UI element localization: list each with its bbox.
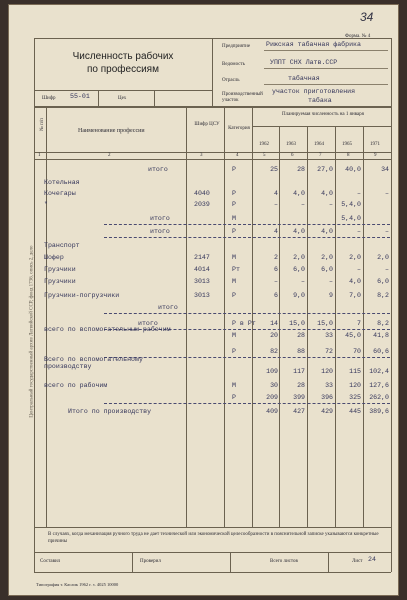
department-value: УППТ СНХ Латв.ССР — [270, 59, 338, 66]
value-cell: 70 — [353, 348, 361, 355]
value-cell: 102,4 — [369, 368, 389, 375]
value-cell: 40,0 — [345, 166, 361, 173]
value-cell: 2,0 — [377, 254, 389, 261]
profession-name: Кочегары — [44, 190, 76, 197]
print-line: Типография т. Каслик 1962 г. з. 4025 10000 — [36, 582, 119, 587]
value-cell: 33 — [325, 332, 333, 339]
value-cell: – — [385, 266, 389, 273]
value-cell: 6,0 — [321, 266, 333, 273]
section-value-1: участок приготовления — [272, 88, 356, 95]
value-cell: – — [329, 278, 333, 285]
value-cell: 6,0 — [377, 278, 389, 285]
row-divider — [104, 313, 390, 314]
col-profession-header: Наименование профессии — [78, 128, 145, 134]
category-cell: М — [232, 382, 236, 389]
branch-label: Отрасль — [222, 78, 240, 83]
profession-name: Итого по производству — [68, 408, 152, 415]
value-cell: 115 — [349, 368, 361, 375]
category-cell: М — [232, 215, 236, 222]
value-cell: – — [274, 278, 278, 285]
value-cell: 33 — [325, 382, 333, 389]
column-index: 7 — [319, 153, 322, 158]
row-divider — [104, 224, 390, 225]
year-header: 1971 — [370, 142, 380, 147]
value-cell: 14 — [270, 320, 278, 327]
year-header: 1965 — [342, 142, 352, 147]
value-cell: 41,8 — [373, 332, 389, 339]
col-num-header: № п/п — [39, 118, 45, 131]
row-divider — [104, 403, 390, 404]
value-cell: 25 — [270, 166, 278, 173]
value-cell: 28 — [297, 382, 305, 389]
value-cell: – — [357, 228, 361, 235]
profession-name: итого — [148, 166, 168, 173]
value-cell: 117 — [293, 368, 305, 375]
value-cell: 127,6 — [369, 382, 389, 389]
value-cell: 6,0 — [293, 266, 305, 273]
value-cell: 389,6 — [369, 408, 389, 415]
total-sheets-label: Всего листов — [270, 559, 298, 564]
shifr-label: Шифр — [42, 96, 56, 101]
value-cell: 45,0 — [345, 332, 361, 339]
column-index: 4 — [236, 153, 239, 158]
value-cell: 7,0 — [349, 292, 361, 299]
shifr-cell: 3013 — [194, 292, 210, 299]
value-cell: 15,0 — [289, 320, 305, 327]
department-label: Ведомость — [222, 62, 245, 67]
profession-name: Всего по вспомогательному производству — [44, 356, 143, 370]
value-cell: – — [385, 228, 389, 235]
value-cell: 72 — [325, 348, 333, 355]
value-cell: 8,2 — [377, 320, 389, 327]
shifr-cell: 3013 — [194, 278, 210, 285]
value-cell: – — [357, 190, 361, 197]
checked-label: Проверил — [140, 559, 161, 564]
column-index: 3 — [200, 153, 203, 158]
page-number: 34 — [360, 10, 374, 24]
value-cell: 2,0 — [293, 254, 305, 261]
profession-name: итого — [138, 320, 158, 327]
category-cell: М — [232, 332, 236, 339]
value-cell: 445 — [349, 408, 361, 415]
category-cell: Р — [232, 394, 236, 401]
year-header: 1964 — [314, 142, 324, 147]
column-index: 2 — [108, 153, 111, 158]
shifr-value: 55-01 — [70, 93, 90, 100]
value-cell: 325 — [349, 394, 361, 401]
value-cell: – — [329, 201, 333, 208]
category-cell: Р — [232, 292, 236, 299]
value-cell: 9 — [329, 292, 333, 299]
value-cell: 396 — [321, 394, 333, 401]
column-index: 8 — [347, 153, 350, 158]
value-cell: 6 — [274, 266, 278, 273]
col-category-header: Категория — [228, 126, 250, 131]
form-label: Форма. № 4 — [345, 34, 371, 39]
value-cell: 34 — [381, 166, 389, 173]
profession-name: всего по рабочим — [44, 382, 108, 389]
value-cell: 4 — [274, 228, 278, 235]
profession-name: Грузчики-погрузчики — [44, 292, 120, 299]
value-cell: 5,4,0 — [341, 201, 361, 208]
value-cell: 2 — [274, 254, 278, 261]
shifr-cell: 2039 — [194, 201, 210, 208]
value-cell: 409 — [266, 408, 278, 415]
category-cell: Р — [232, 348, 236, 355]
column-index: 1 — [38, 153, 41, 158]
value-cell: 20 — [270, 332, 278, 339]
profession-name: итого — [150, 228, 170, 235]
value-cell: 427 — [293, 408, 305, 415]
profession-name: Котельная — [44, 179, 80, 186]
value-cell: 5,4,0 — [341, 215, 361, 222]
value-cell: – — [301, 278, 305, 285]
profession-name: итого — [150, 215, 170, 222]
branch-value: табачная — [288, 75, 320, 82]
category-cell: М — [232, 254, 236, 261]
title-line-1: Численность рабочих — [72, 51, 174, 62]
value-cell: 4,0 — [293, 228, 305, 235]
value-cell: – — [301, 201, 305, 208]
value-cell: 109 — [266, 368, 278, 375]
value-cell: 88 — [297, 348, 305, 355]
value-cell: 60,6 — [373, 348, 389, 355]
category-cell: Р — [232, 166, 236, 173]
profession-name: Грузчики — [44, 278, 76, 285]
page-title — [34, 50, 212, 76]
profession-name: Грузчики — [44, 266, 76, 273]
value-cell: 429 — [321, 408, 333, 415]
profession-name: итого — [158, 304, 178, 311]
shifr-cell: 2147 — [194, 254, 210, 261]
column-index: 5 — [263, 153, 266, 158]
year-header: 1963 — [286, 142, 296, 147]
profession-name: Шофер — [44, 254, 64, 261]
shifr-cell: 4014 — [194, 266, 210, 273]
value-cell: 4 — [274, 190, 278, 197]
value-cell: 8,2 — [377, 292, 389, 299]
value-cell: 120 — [349, 382, 361, 389]
value-cell: 4,0 — [349, 278, 361, 285]
value-cell: 399 — [293, 394, 305, 401]
value-cell: 28 — [297, 166, 305, 173]
value-cell: 2,0 — [349, 254, 361, 261]
profession-name: Транспорт — [44, 242, 80, 249]
row-divider — [104, 237, 390, 238]
value-cell: 28 — [297, 332, 305, 339]
footnote: В случаях, когда механизация ручного труда не дает технической или экономической целесообразности в пояснительной записке указываются конкретные причины — [48, 532, 379, 544]
category-cell: Рт — [232, 266, 240, 273]
sheet-value: 24 — [368, 556, 376, 563]
composed-label: Составил — [40, 559, 61, 564]
category-cell: Р — [232, 201, 236, 208]
column-index: 9 — [374, 153, 377, 158]
section-value-2: табака — [308, 97, 332, 104]
category-cell: Р в Рт — [232, 320, 256, 327]
document-sheet — [8, 4, 399, 596]
profession-name: всего по вспомогательным рабочим — [44, 326, 171, 333]
value-cell: 2,0 — [321, 254, 333, 261]
tseh-label: Цех — [118, 96, 127, 101]
value-cell: – — [274, 201, 278, 208]
archive-sidebar — [22, 99, 35, 569]
value-cell: 120 — [321, 368, 333, 375]
category-cell: Р — [232, 190, 236, 197]
value-cell: 27,0 — [317, 166, 333, 173]
value-cell: 82 — [270, 348, 278, 355]
value-cell: 262,0 — [369, 394, 389, 401]
value-cell: 4,0 — [321, 190, 333, 197]
profession-name: " — [44, 201, 48, 208]
enterprise-label: Предприятие — [222, 44, 251, 49]
value-cell: 6 — [274, 292, 278, 299]
value-cell: – — [357, 266, 361, 273]
category-cell: Р — [232, 228, 236, 235]
archive-sidebar-text: Центральный государственный архив Латвийской ССР, фонд 1736, опись 2, дело — [29, 245, 35, 418]
value-cell: 9,0 — [293, 292, 305, 299]
section-label: Производственный участок — [222, 92, 263, 103]
title-line-2: по профессиям — [87, 64, 159, 75]
enterprise-value: Рижская табачная фабрика — [266, 41, 361, 48]
shifr-cell: 4040 — [194, 190, 210, 197]
category-cell: М — [232, 278, 236, 285]
value-cell: 209 — [266, 394, 278, 401]
year-header: 1962 — [259, 142, 269, 147]
col-shifr-header: Шифр ЦСУ — [194, 122, 220, 127]
value-cell: 4,0 — [293, 190, 305, 197]
value-cell: 7 — [357, 320, 361, 327]
col-planned-header: Планируемая численность на 1 января — [282, 112, 364, 117]
column-index: 6 — [291, 153, 294, 158]
value-cell: 30 — [270, 382, 278, 389]
sheet-label: Лист — [352, 559, 363, 564]
value-cell: 4,0 — [321, 228, 333, 235]
value-cell: – — [385, 190, 389, 197]
value-cell: 15,0 — [317, 320, 333, 327]
